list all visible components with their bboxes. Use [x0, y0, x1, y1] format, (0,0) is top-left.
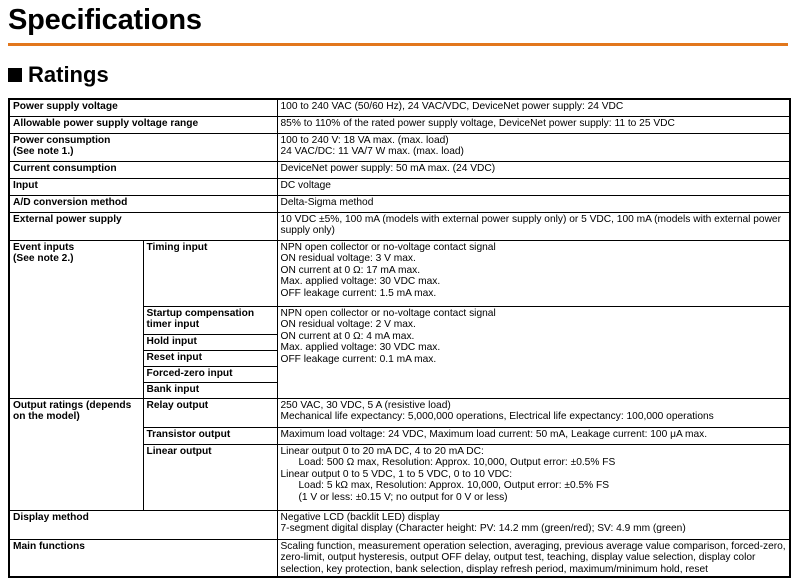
sub-label: Linear output	[143, 444, 277, 510]
row-label: Main functions	[9, 539, 277, 577]
page-title: Specifications	[8, 4, 202, 36]
sub-label: Forced-zero input	[143, 366, 277, 382]
row-value	[277, 444, 790, 510]
row-value: Scaling function, measurement operation selection, averaging, previous average value comparison, forced-zero, zero-limit, output hysteresis, output OFF delay, output test, teaching, display value selection, display color selection, key protection, bank selection, display refresh period, maximum/minimum hold, reset	[277, 539, 790, 577]
value-line: OFF leakage current: 1.5 mA max.	[280, 287, 437, 299]
section-title: Ratings	[28, 62, 109, 87]
value-line: NPN open collector or no-voltage contact signal	[280, 307, 496, 319]
row-value	[277, 306, 790, 398]
value-line: (1 V or less: ±0.15 V; no output for 0 V or less)	[298, 491, 508, 503]
value-line: 100 to 240 V: 18 VA max. (max. load)	[280, 134, 449, 146]
table-row	[9, 195, 790, 212]
section-heading	[8, 62, 109, 88]
row-label: A/D conversion method	[9, 195, 277, 212]
value-line: ON residual voltage: 2 V max.	[280, 319, 416, 330]
row-label: Allowable power supply voltage range	[9, 116, 277, 133]
title-underline	[8, 43, 788, 46]
table-row	[9, 212, 790, 240]
row-label: Output ratings (depends on the model)	[9, 398, 143, 510]
sub-label: Startup compensation timer input	[143, 306, 277, 334]
table-row	[9, 398, 790, 427]
ratings-table	[8, 98, 791, 578]
sub-label: Hold input	[143, 334, 277, 350]
row-value: DC voltage	[277, 178, 790, 195]
table-row	[9, 99, 790, 116]
sub-label: Timing input	[143, 240, 277, 306]
sub-label: Reset input	[143, 350, 277, 366]
value-line: ON current at 0 Ω: 4 mA max.	[280, 330, 415, 342]
event-inputs-label: Event inputs	[13, 241, 75, 253]
row-label	[9, 240, 143, 398]
row-value	[277, 240, 790, 306]
table-row	[9, 116, 790, 133]
power-consumption-label: Power consumption	[13, 134, 111, 146]
row-label: Current consumption	[9, 161, 277, 178]
value-line: Mechanical life expectancy: 5,000,000 operations, Electrical life expectancy: 100,000 operations	[280, 411, 714, 422]
row-label: Input	[9, 178, 277, 195]
table-row	[9, 539, 790, 577]
row-value: Delta-Sigma method	[277, 195, 790, 212]
power-consumption-note: (See note 1.)	[13, 146, 74, 157]
square-bullet-icon	[8, 68, 22, 82]
value-line: 24 VAC/DC: 11 VA/7 W max. (max. load)	[280, 146, 464, 157]
sub-label: Relay output	[143, 398, 277, 427]
table-row	[9, 510, 790, 539]
value-line: NPN open collector or no-voltage contact signal	[280, 241, 496, 253]
value-line: 7-segment digital display (Character height: PV: 14.2 mm (green/red); SV: 4.9 mm (green)	[280, 523, 686, 534]
value-line: Load: 5 kΩ max, Resolution: Approx. 10,000, Output error: ±0.5% FS	[298, 480, 610, 491]
value-line: Negative LCD (backlit LED) display	[280, 511, 440, 523]
table-row	[9, 240, 790, 306]
value-line: Load: 500 Ω max, Resolution: Approx. 10,000, Output error: ±0.5% FS	[298, 457, 616, 468]
row-label: Power supply voltage	[9, 99, 277, 116]
row-label: Display method	[9, 510, 277, 539]
value-line: Linear output 0 to 20 mA DC, 4 to 20 mA DC:	[280, 445, 484, 457]
value-line: Max. applied voltage: 30 VDC max.	[280, 342, 441, 353]
row-value: 100 to 240 VAC (50/60 Hz), 24 VAC/VDC, DeviceNet power supply: 24 VDC	[277, 99, 790, 116]
row-value	[277, 510, 790, 539]
row-value: 85% to 110% of the rated power supply voltage, DeviceNet power supply: 11 to 25 VDC	[277, 116, 790, 133]
sub-label: Bank input	[143, 382, 277, 398]
table-row	[9, 178, 790, 195]
sub-label: Transistor output	[143, 427, 277, 444]
value-line: ON current at 0 Ω: 17 mA max.	[280, 264, 421, 276]
value-line: 250 VAC, 30 VDC, 5 A (resistive load)	[280, 399, 451, 411]
value-line: ON residual voltage: 3 V max.	[280, 253, 416, 264]
table-row	[9, 133, 790, 161]
event-inputs-note: (See note 2.)	[13, 253, 74, 264]
value-line: OFF leakage current: 0.1 mA max.	[280, 353, 437, 365]
row-value	[277, 133, 790, 161]
row-label	[9, 133, 277, 161]
row-value	[277, 398, 790, 427]
value-line: Max. applied voltage: 30 VDC max.	[280, 276, 441, 287]
row-label: External power supply	[9, 212, 277, 240]
table-row	[9, 161, 790, 178]
value-line: Linear output 0 to 5 VDC, 1 to 5 VDC, 0 to 10 VDC:	[280, 468, 513, 480]
row-value: DeviceNet power supply: 50 mA max. (24 VDC)	[277, 161, 790, 178]
row-value: 10 VDC ±5%, 100 mA (models with external power supply only) or 5 VDC, 100 mA (models with external power supply only)	[277, 212, 790, 240]
row-value: Maximum load voltage: 24 VDC, Maximum load current: 50 mA, Leakage current: 100 μA max.	[277, 427, 790, 444]
